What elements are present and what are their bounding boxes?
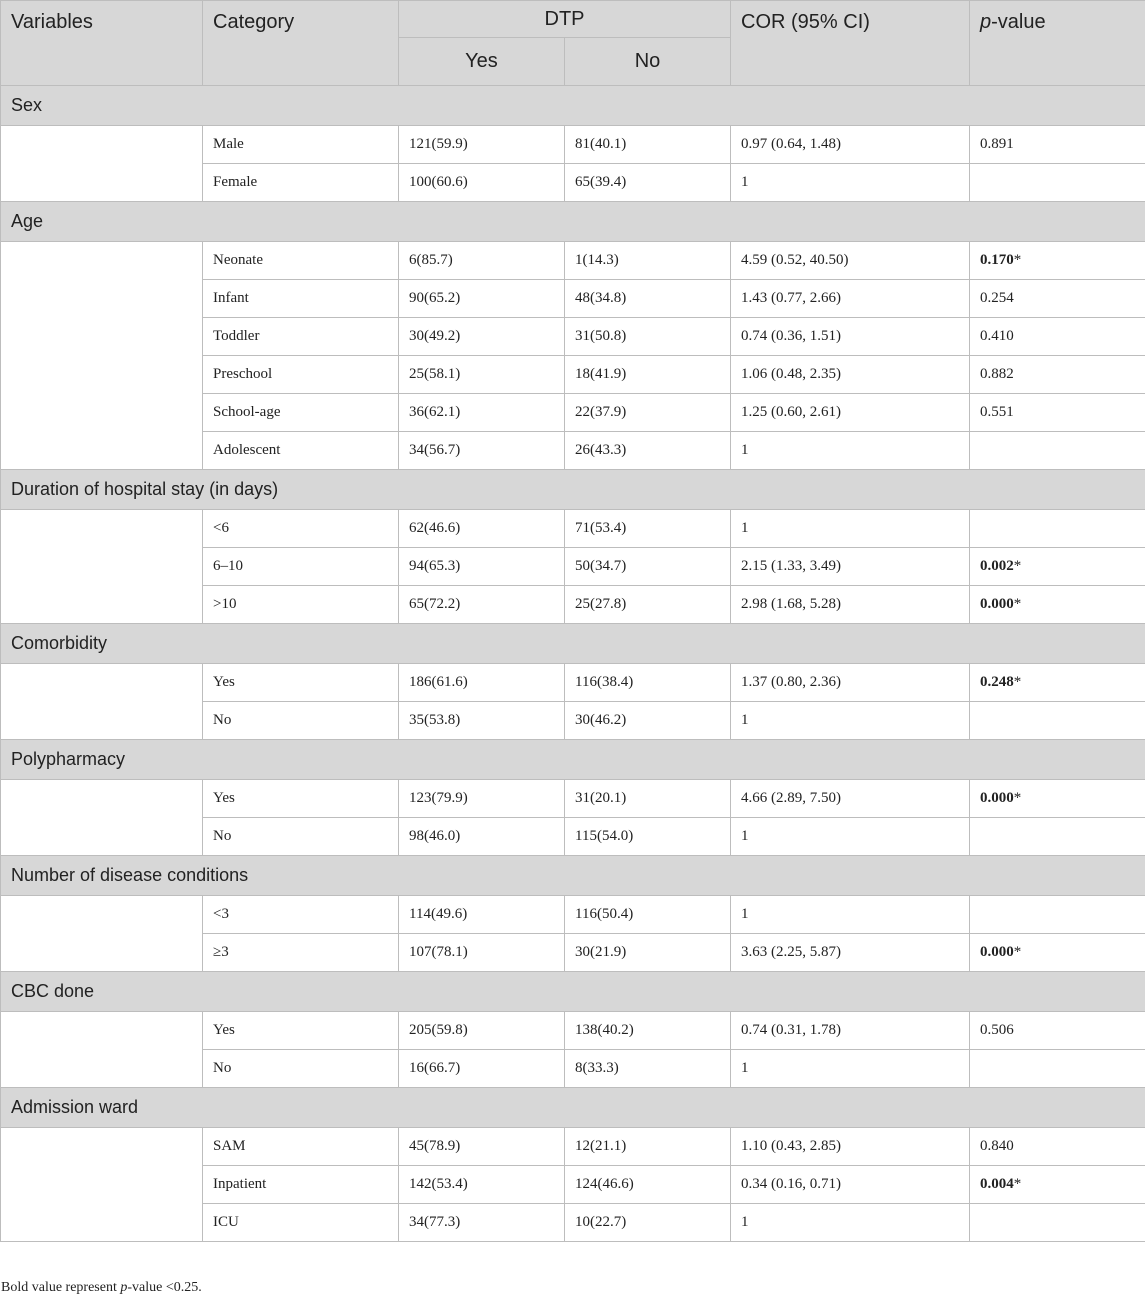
category-cell: 6–10	[203, 548, 399, 586]
table-row	[1, 664, 1145, 702]
header-p-value	[970, 1, 1145, 86]
dtp-no-cell: 81(40.1)	[565, 126, 731, 164]
dtp-yes-cell: 36(62.1)	[399, 394, 565, 432]
p-value-cell	[970, 1128, 1145, 1166]
category-cell: Yes	[203, 780, 399, 818]
p-value-cell	[970, 548, 1145, 586]
section-row	[1, 624, 1145, 664]
header-dtp-no: No	[565, 38, 731, 86]
dtp-yes-cell: 121(59.9)	[399, 126, 565, 164]
dtp-yes-cell: 100(60.6)	[399, 164, 565, 202]
p-value-cell	[970, 394, 1145, 432]
dtp-yes-cell: 123(79.9)	[399, 780, 565, 818]
dtp-no-cell: 12(21.1)	[565, 1128, 731, 1166]
header-p-italic: p	[980, 11, 992, 33]
dtp-no-cell: 10(22.7)	[565, 1204, 731, 1242]
dtp-yes-cell: 90(65.2)	[399, 280, 565, 318]
p-value-cell	[970, 934, 1145, 972]
footnote-p-italic: p	[120, 1280, 128, 1295]
category-cell: <3	[203, 896, 399, 934]
category-cell: No	[203, 1050, 399, 1088]
p-value: 0.840	[980, 1138, 1014, 1154]
category-cell: Inpatient	[203, 1166, 399, 1204]
dtp-no-cell: 18(41.9)	[565, 356, 731, 394]
category-cell: <6	[203, 510, 399, 548]
significance-marker: *	[1013, 558, 1022, 574]
variable-spacer-cell	[1, 242, 203, 470]
variable-spacer-cell	[1, 126, 203, 202]
p-value: 0.254	[980, 290, 1014, 306]
cor-cell: 1	[731, 1204, 970, 1242]
cor-cell: 1	[731, 896, 970, 934]
significance-marker: *	[1013, 596, 1022, 612]
p-value-cell	[970, 818, 1145, 856]
p-value-cell	[970, 510, 1145, 548]
category-cell: ≥3	[203, 934, 399, 972]
cor-cell: 1	[731, 432, 970, 470]
p-value-cell	[970, 1166, 1145, 1204]
p-value: 0.000	[980, 944, 1014, 960]
dtp-no-cell: 8(33.3)	[565, 1050, 731, 1088]
p-value-cell	[970, 356, 1145, 394]
category-cell: >10	[203, 586, 399, 624]
section-row	[1, 1088, 1145, 1128]
section-row	[1, 856, 1145, 896]
p-value-cell	[970, 1204, 1145, 1242]
cor-cell: 3.63 (2.25, 5.87)	[731, 934, 970, 972]
category-cell: ICU	[203, 1204, 399, 1242]
footnote-post: -value <0.25.	[127, 1280, 202, 1295]
p-value: 0.506	[980, 1022, 1014, 1038]
p-value: 0.002	[980, 558, 1014, 574]
header-dtp: DTP	[399, 1, 731, 38]
dtp-yes-cell: 34(77.3)	[399, 1204, 565, 1242]
dtp-no-cell: 50(34.7)	[565, 548, 731, 586]
table-row	[1, 1012, 1145, 1050]
section-row	[1, 972, 1145, 1012]
cor-cell: 1	[731, 510, 970, 548]
cor-cell: 1.10 (0.43, 2.85)	[731, 1128, 970, 1166]
dtp-yes-cell: 25(58.1)	[399, 356, 565, 394]
section-title: CBC done	[1, 972, 1145, 1012]
p-value-cell	[970, 280, 1145, 318]
table-row	[1, 780, 1145, 818]
dtp-yes-cell: 114(49.6)	[399, 896, 565, 934]
section-title: Polypharmacy	[1, 740, 1145, 780]
variable-spacer-cell	[1, 780, 203, 856]
table-row	[1, 242, 1145, 280]
p-value-cell	[970, 586, 1145, 624]
category-cell: Male	[203, 126, 399, 164]
significance-marker: *	[1013, 1176, 1022, 1192]
dtp-no-cell: 25(27.8)	[565, 586, 731, 624]
dtp-no-cell: 115(54.0)	[565, 818, 731, 856]
p-value-cell	[970, 126, 1145, 164]
dtp-yes-cell: 62(46.6)	[399, 510, 565, 548]
section-title: Comorbidity	[1, 624, 1145, 664]
header-dtp-yes: Yes	[399, 38, 565, 86]
dtp-yes-cell: 65(72.2)	[399, 586, 565, 624]
cor-cell: 1	[731, 818, 970, 856]
p-value-cell	[970, 242, 1145, 280]
p-value-cell	[970, 1012, 1145, 1050]
dtp-no-cell: 22(37.9)	[565, 394, 731, 432]
section-title: Age	[1, 202, 1145, 242]
category-cell: Neonate	[203, 242, 399, 280]
dtp-yes-cell: 186(61.6)	[399, 664, 565, 702]
dtp-no-cell: 26(43.3)	[565, 432, 731, 470]
p-value-cell	[970, 1050, 1145, 1088]
table-row	[1, 1128, 1145, 1166]
cor-cell: 1	[731, 702, 970, 740]
cor-cell: 0.34 (0.16, 0.71)	[731, 1166, 970, 1204]
variable-spacer-cell	[1, 664, 203, 740]
p-value: 0.891	[980, 136, 1014, 152]
cor-cell: 1.37 (0.80, 2.36)	[731, 664, 970, 702]
p-value: 0.410	[980, 328, 1014, 344]
dtp-yes-cell: 107(78.1)	[399, 934, 565, 972]
category-cell: Preschool	[203, 356, 399, 394]
category-cell: Infant	[203, 280, 399, 318]
p-value: 0.000	[980, 790, 1014, 806]
cor-cell: 2.15 (1.33, 3.49)	[731, 548, 970, 586]
p-value-cell	[970, 318, 1145, 356]
section-title: Number of disease conditions	[1, 856, 1145, 896]
cor-cell: 1.43 (0.77, 2.66)	[731, 280, 970, 318]
p-value: 0.000	[980, 596, 1014, 612]
category-cell: Yes	[203, 664, 399, 702]
dtp-yes-cell: 34(56.7)	[399, 432, 565, 470]
header-variables: Variables	[1, 1, 203, 86]
p-value-cell	[970, 164, 1145, 202]
table-footnote	[1, 1280, 202, 1296]
p-value-cell	[970, 664, 1145, 702]
dtp-yes-cell: 98(46.0)	[399, 818, 565, 856]
cor-cell: 0.97 (0.64, 1.48)	[731, 126, 970, 164]
dtp-yes-cell: 205(59.8)	[399, 1012, 565, 1050]
dtp-yes-cell: 35(53.8)	[399, 702, 565, 740]
p-value-cell	[970, 432, 1145, 470]
dtp-yes-cell: 142(53.4)	[399, 1166, 565, 1204]
dtp-no-cell: 138(40.2)	[565, 1012, 731, 1050]
cor-cell: 2.98 (1.68, 5.28)	[731, 586, 970, 624]
section-title: Duration of hospital stay (in days)	[1, 470, 1145, 510]
section-row	[1, 86, 1145, 126]
table-body	[1, 86, 1145, 1242]
cor-cell: 1	[731, 164, 970, 202]
dtp-no-cell: 65(39.4)	[565, 164, 731, 202]
variable-spacer-cell	[1, 896, 203, 972]
section-row	[1, 740, 1145, 780]
cor-cell: 0.74 (0.36, 1.51)	[731, 318, 970, 356]
dtp-no-cell: 31(50.8)	[565, 318, 731, 356]
variable-spacer-cell	[1, 510, 203, 624]
cor-cell: 4.66 (2.89, 7.50)	[731, 780, 970, 818]
cor-cell: 0.74 (0.31, 1.78)	[731, 1012, 970, 1050]
table-row	[1, 510, 1145, 548]
footnote-pre: Bold value represent	[1, 1280, 121, 1295]
header-cor: COR (95% CI)	[731, 1, 970, 86]
p-value-cell	[970, 896, 1145, 934]
dtp-yes-cell: 45(78.9)	[399, 1128, 565, 1166]
dtp-no-cell: 124(46.6)	[565, 1166, 731, 1204]
p-value: 0.004	[980, 1176, 1014, 1192]
header-category: Category	[203, 1, 399, 86]
category-cell: SAM	[203, 1128, 399, 1166]
p-value-cell	[970, 702, 1145, 740]
significance-marker: *	[1013, 674, 1022, 690]
significance-marker: *	[1013, 790, 1022, 806]
category-cell: Adolescent	[203, 432, 399, 470]
table-row	[1, 126, 1145, 164]
category-cell: Female	[203, 164, 399, 202]
cor-cell: 1.06 (0.48, 2.35)	[731, 356, 970, 394]
dtp-yes-cell: 30(49.2)	[399, 318, 565, 356]
category-cell: Toddler	[203, 318, 399, 356]
p-value-cell	[970, 780, 1145, 818]
header-p-rest: -value	[991, 11, 1046, 33]
dtp-no-cell: 71(53.4)	[565, 510, 731, 548]
variable-spacer-cell	[1, 1128, 203, 1242]
significance-marker: *	[1013, 944, 1022, 960]
p-value: 0.882	[980, 366, 1014, 382]
dtp-no-cell: 116(50.4)	[565, 896, 731, 934]
dtp-no-cell: 116(38.4)	[565, 664, 731, 702]
category-cell: No	[203, 818, 399, 856]
dtp-no-cell: 1(14.3)	[565, 242, 731, 280]
dtp-no-cell: 30(21.9)	[565, 934, 731, 972]
dtp-no-cell: 30(46.2)	[565, 702, 731, 740]
section-row	[1, 202, 1145, 242]
category-cell: Yes	[203, 1012, 399, 1050]
section-title: Sex	[1, 86, 1145, 126]
cor-cell: 1.25 (0.60, 2.61)	[731, 394, 970, 432]
cor-cell: 1	[731, 1050, 970, 1088]
dtp-no-cell: 48(34.8)	[565, 280, 731, 318]
p-value: 0.170	[980, 252, 1014, 268]
significance-marker: *	[1013, 252, 1022, 268]
dtp-yes-cell: 94(65.3)	[399, 548, 565, 586]
dtp-no-cell: 31(20.1)	[565, 780, 731, 818]
category-cell: School-age	[203, 394, 399, 432]
dtp-yes-cell: 6(85.7)	[399, 242, 565, 280]
section-row	[1, 470, 1145, 510]
table-header	[1, 1, 1145, 86]
variable-spacer-cell	[1, 1012, 203, 1088]
cor-cell: 4.59 (0.52, 40.50)	[731, 242, 970, 280]
p-value: 0.248	[980, 674, 1014, 690]
table-row	[1, 896, 1145, 934]
dtp-yes-cell: 16(66.7)	[399, 1050, 565, 1088]
p-value: 0.551	[980, 404, 1014, 420]
section-title: Admission ward	[1, 1088, 1145, 1128]
category-cell: No	[203, 702, 399, 740]
